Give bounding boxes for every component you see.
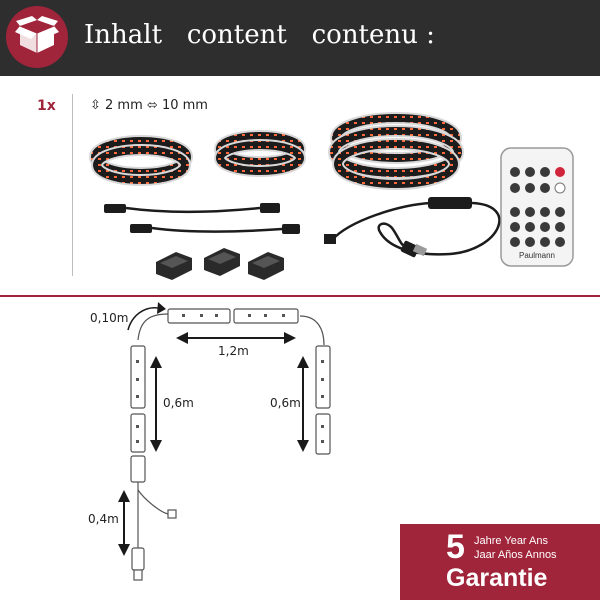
- warranty-years: 5: [446, 528, 465, 566]
- usb-cable-length-label: 0,4m: [88, 512, 119, 526]
- thickness-arrow-icon: ⇳: [90, 98, 106, 113]
- header-title: Inhalt content contenu :: [84, 20, 435, 50]
- right-strip: [316, 346, 330, 454]
- left-strip: [131, 346, 145, 482]
- top-strip: [168, 309, 298, 323]
- width-arrow-icon: ⬄: [142, 98, 162, 113]
- lead-length-label: 0,10m: [90, 311, 129, 325]
- quantity-label: 1x: [37, 98, 56, 114]
- usb-lead: [132, 482, 176, 580]
- remote-brand-label: Paulmann: [518, 251, 556, 260]
- width-value: 10 mm: [161, 98, 208, 113]
- warranty-badge: [400, 524, 600, 600]
- dimension-arrows: [118, 302, 309, 556]
- warranty-line2: Jaar Años Annos: [474, 549, 557, 561]
- thickness-value: 2 mm: [105, 98, 143, 113]
- warranty-title: Garantie: [446, 564, 548, 592]
- warranty-line1: Jahre Year Ans: [474, 535, 549, 547]
- top-strip-length-label: 1,2m: [218, 344, 249, 358]
- right-strip-length-label: 0,6m: [270, 396, 301, 410]
- left-strip-length-label: 0,6m: [163, 396, 194, 410]
